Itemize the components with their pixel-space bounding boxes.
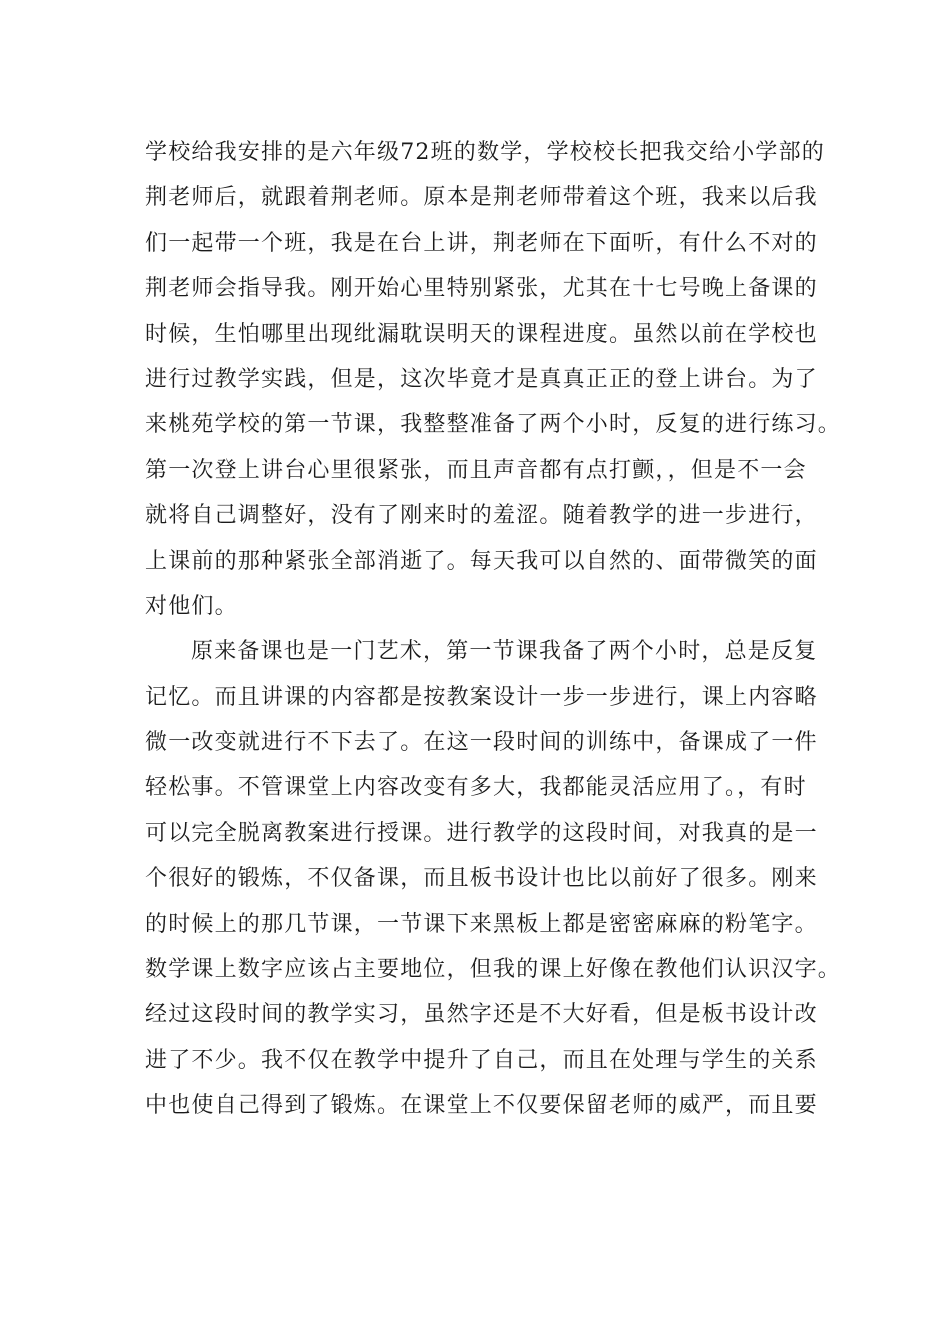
text-line: 中也使自己得到了锻炼。在课堂上不仅要保留老师的威严，而且要 [145, 1093, 818, 1119]
text-line: 们一起带一个班，我是在台上讲，荆老师在下面听，有什么不对的 [145, 230, 818, 256]
document-body [145, 130, 842, 1129]
text-line: 轻松事。不管课堂上内容改变有多大，我都能灵活应用了。，有时 [145, 775, 807, 801]
text-line: 对他们。 [145, 593, 238, 619]
text-line: 微一改变就进行不下去了。在这一段时间的训练中，备课成了一件 [145, 730, 818, 756]
text-line: 的时候上的那几节课，一节课下来黑板上都是密密麻麻的粉笔字。 [145, 911, 818, 937]
paragraph-1 [145, 130, 842, 629]
paragraph-2 [145, 629, 842, 1128]
text-line: 经过这段时间的教学实习，虽然字还是不大好看，但是板书设计改 [145, 1002, 818, 1028]
text-line: 就将自己调整好，没有了刚来时的羞涩。随着教学的进一步进行， [145, 503, 818, 529]
text-line: 上课前的那种紧张全部消逝了。每天我可以自然的、面带微笑的面 [145, 548, 818, 574]
text-line: 来桃苑学校的第一节课，我整整准备了两个小时，反复的进行练习。 [145, 412, 842, 438]
text-line: 记忆。而且讲课的内容都是按教案设计一步一步进行，课上内容略 [145, 684, 818, 710]
text-line: 时候，生怕哪里出现纰漏耽误明天的课程进度。虽然以前在学校也 [145, 321, 818, 347]
text-line: 荆老师会指导我。刚开始心里特别紧张，尤其在十七号晚上备课的 [145, 276, 818, 302]
text-line: 进行过教学实践，但是，这次毕竟才是真真正正的登上讲台。为了 [145, 366, 818, 392]
text-line: 第一次登上讲台心里很紧张，而且声音都有点打颤，，但是不一会 [145, 457, 807, 483]
text-line: 个很好的锻炼，不仅备课，而且板书设计也比以前好了很多。刚来 [145, 866, 818, 892]
text-line: 进了不少。我不仅在教学中提升了自己，而且在处理与学生的关系 [145, 1047, 818, 1073]
text-line: 可以完全脱离教案进行授课。进行教学的这段时间，对我真的是一 [145, 820, 818, 846]
text-line: 学校给我安排的是六年级72班的数学，学校校长把我交给小学部的 [145, 140, 825, 165]
text-line: 荆老师后，就跟着荆老师。原本是荆老师带着这个班，我来以后我 [145, 185, 818, 211]
text-line: 原来备课也是一门艺术，第一节课我备了两个小时，总是反复 [191, 639, 818, 665]
text-line: 数学课上数字应该占主要地位，但我的课上好像在教他们认识汉字。 [145, 957, 842, 983]
